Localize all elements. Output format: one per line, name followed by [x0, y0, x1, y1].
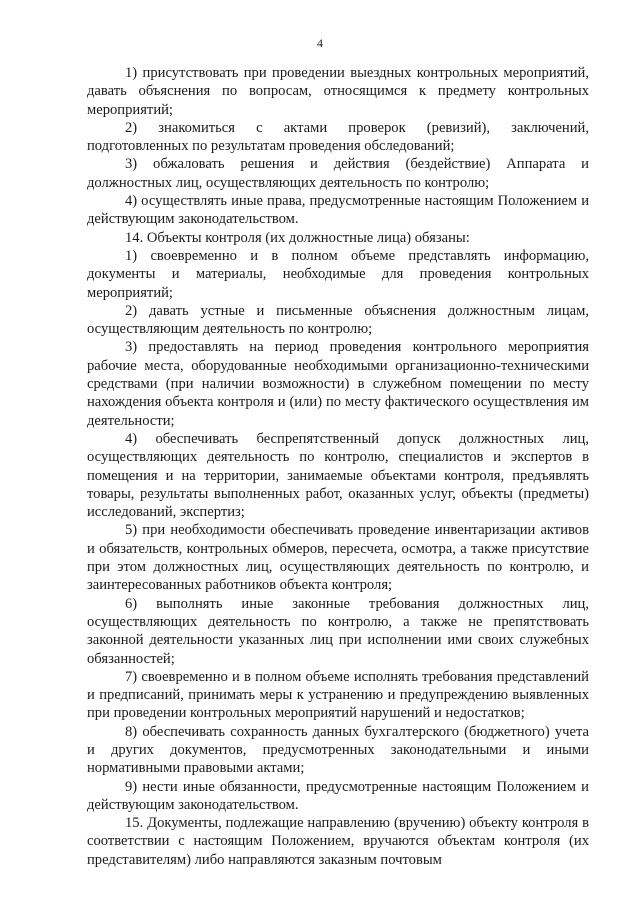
page-number: 4: [317, 36, 323, 50]
paragraph-duty-8: 8) обеспечивать сохранность данных бухгалтерского (бюджетного) учета и других документов, предусмотренных законодательными и иными нормативными правовыми актами;: [87, 723, 589, 777]
paragraph-rights-1: 1) присутствовать при проведении выездных контрольных мероприятий, давать объяснения по вопросам, относящимся к предмету контрольных мероприятий;: [87, 65, 589, 118]
paragraph-duty-6: 6) выполнять иные законные требования должностных лиц, осуществляющих деятельность по контролю, а также не препятствовать законной деятельности указанных лиц при исполнении ими своих служебных обязанностей;: [87, 595, 589, 667]
document-body: [87, 64, 589, 869]
paragraph-duty-2: 2) давать устные и письменные объяснения должностным лицам, осуществляющим деятельность по контролю;: [87, 302, 589, 338]
paragraph-duty-7: 7) своевременно и в полном объеме исполнять требования представлений и предписаний, принимать меры к устранению и предупреждению выявленных при проведении контрольных мероприятий нарушений и недостатков;: [87, 668, 589, 722]
paragraph-duty-5: 5) при необходимости обеспечивать проведение инвентаризации активов и обязательств, контрольных обмеров, пересчета, осмотра, а также присутствие при этом должностных лиц, осуществляющих деятельность по контролю, и заинтересованных работников объекта контроля;: [87, 522, 589, 594]
paragraph-duty-9: 9) нести иные обязанности, предусмотренные настоящим Положением и действующим законодательством.: [87, 778, 589, 813]
paragraph-duty-4: 4) обеспечивать беспрепятственный допуск должностных лиц, осуществляющих деятельность по контролю, специалистов и экспертов в помещения и на территории, занимаемые объектами контроля, предъявлять товары, результаты выполненных работ, оказанных услуг, объекты (предметы) исследований, экспертиз;: [87, 430, 589, 521]
paragraph-duty-1: 1) своевременно и в полном объеме представлять информацию, документы и материалы, необходимые для проведения контрольных мероприятий;: [87, 247, 589, 301]
paragraph-duty-3: 3) предоставлять на период проведения контрольного мероприятия рабочие места, оборудованные необходимыми организационно-техническими средствами (при наличии возможности) в служебном помещении по месту нахождения объекта контроля и (или) по месту фактического осуществления им деятельности;: [87, 339, 589, 429]
paragraph-rights-4: 4) осуществлять иные права, предусмотренные настоящим Положением и действующим законодательством.: [87, 193, 589, 228]
section-14-heading: 14. Объекты контроля (их должностные лица) обязаны:: [125, 229, 470, 246]
section-15-paragraph: 15. Документы, подлежащие направлению (вручению) объекту контроля в соответствии с настоящим Положением, вручаются объектам контроля (их представителям) либо направляются заказным почтовым: [87, 815, 589, 868]
paragraph-rights-3: 3) обжаловать решения и действия (бездействие) Аппарата и должностных лиц, осуществляющих деятельность по контролю;: [87, 156, 589, 191]
paragraph-rights-2: 2) знакомиться с актами проверок (ревизий), заключений, подготовленных по результатам проведения обследований;: [87, 119, 589, 155]
